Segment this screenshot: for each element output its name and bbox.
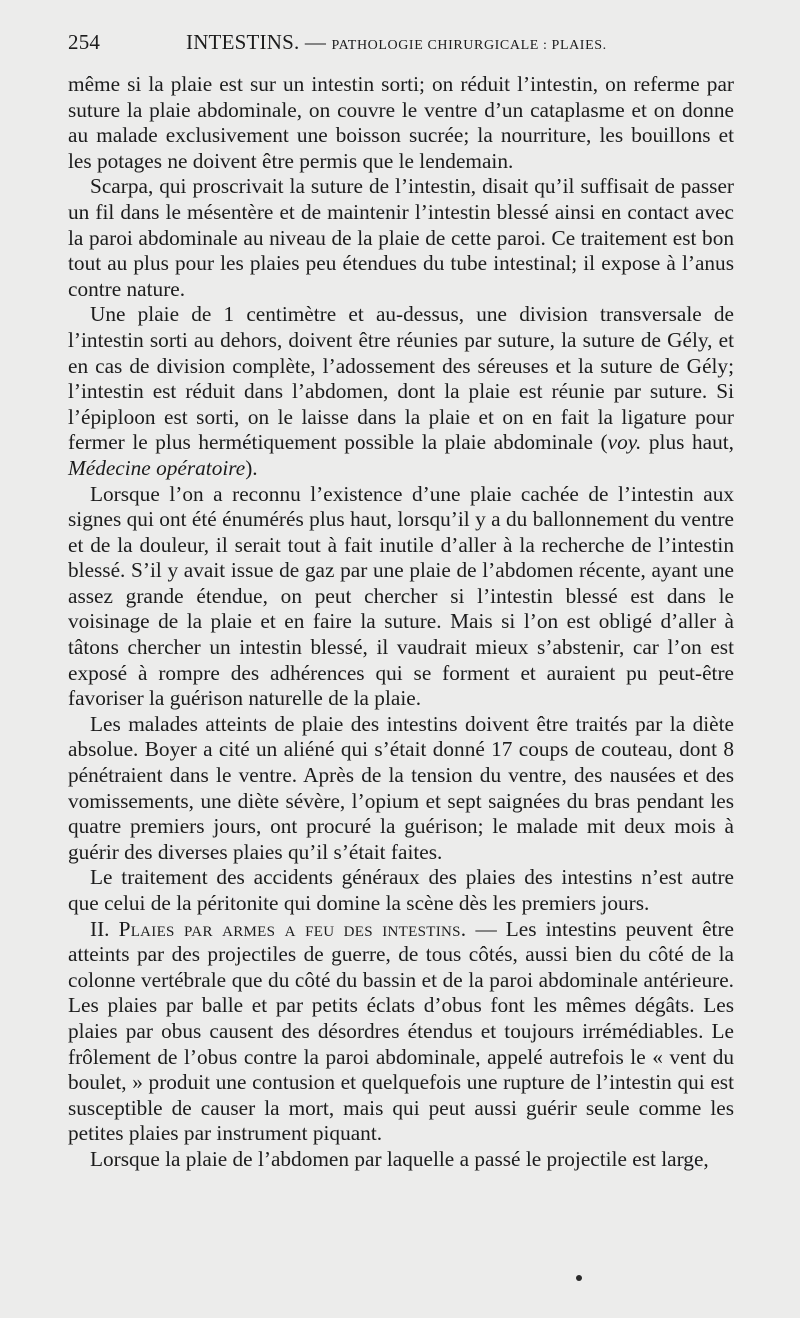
paragraph-6: Le traitement des accidents généraux des plaies des intestins n’est autre que celui de la péritonite qui domine la scène dès les premiers jours.: [68, 865, 734, 915]
paragraph-3-close: ).: [245, 455, 258, 480]
section-subtitle: PATHOLOGIE CHIRURGICALE : PLAIES.: [331, 38, 607, 53]
page-number: 254: [68, 30, 101, 54]
section-dash: —: [475, 916, 497, 941]
section-heading: Plaies par armes a feu des intestins.: [118, 916, 467, 941]
paragraph-8: Lorsque la plaie de l’abdomen par laquelle a passé le projectile est large,: [90, 1146, 709, 1171]
paragraph-7-text: Les intestins peuvent être atteints par des projectiles de guerre, de tous côtés, aussi bien du côté de la colonne vertébrale que du côté du bassin et de la paroi abdominale antérieure. Les plaies par balle et par petits éclats d’obus font les mêmes dégâts. Les plaies par obus causent des désordres étendus et toujours irrémédiables. Le frôlement de l’obus contre la paroi abdominale, appelé autrefois le « vent du boulet, » produit une contusion et quelquefois une rupture de l’intestin qui est susceptible de causer la mort, mais qui peut aussi guérir seule comme les petites plaies par instrument piquant.: [68, 916, 734, 1146]
ink-speck: [576, 1275, 582, 1281]
paragraph-3-text: Une plaie de 1 centimètre et au-dessus, une division transversale de l’intestin sorti au dehors, doivent être réunies par suture, la suture de Gély, et en cas de division complète, l’adossement des séreuses et la suture de Gély; l’intestin est réduit dans l’abdomen, dont la plaie est réunie par suture. Si l’épiploon est sorti, on le laisse dans la plaie et on en fait la ligature pour fermer le plus hermétiquement possible la plaie abdominale: [68, 302, 734, 455]
paragraph-5: Les malades atteints de plaie des intestins doivent être traités par la diète absolue. Boyer a cité un aliéné qui s’était donné 17 coups de couteau, dont 8 pénétraient dans le ventre. Après de la tension du ventre, des nausées et des vomissements, une diète sévère, l’opium et sept saignées du bras pendant les quatre premiers jours, ont procuré la guérison; le malade mit deux mois à guérir des diverses plaies qu’il s’était faites.: [68, 711, 734, 864]
paragraph-3-open: (: [600, 430, 608, 455]
voy-abbrev: voy.: [607, 430, 642, 455]
paragraph-3: [68, 302, 734, 481]
chapter-title: INTESTINS.: [186, 30, 300, 54]
paragraph-3-mid: plus haut,: [641, 430, 734, 455]
paragraph-2: Scarpa, qui proscrivait la suture de l’intestin, disait qu’il suffisait de passer un fil dans le mésentère et de maintenir l’intestin blessé ainsi en contact avec la paroi abdominale au niveau de la plaie de cette paroi. Ce traitement est bon tout au plus pour les plaies peu étendues du tube intestinal; il expose à l’anus contre nature.: [68, 174, 734, 301]
running-head: [68, 30, 734, 55]
paragraph-1: même si la plaie est sur un intestin sorti; on réduit l’intestin, on referme par suture la plaie abdominale, on couvre le ventre d’un cataplasme et on donne au malade exclusivement une boisson sucrée; la nourriture, les bouillons et les potages ne doivent être permis que le lendemain.: [68, 72, 734, 173]
paragraph-4: Lorsque l’on a reconnu l’existence d’une plaie cachée de l’intestin aux signes qui ont été énumérés plus haut, lorsqu’il y a du ballonnement du ventre et de la douleur, il serait tout à fait inutile d’aller à la recherche de l’intestin blessé. S’il y avait issue de gaz par une plaie de l’abdomen récente, ayant une assez grande étendue, on peut chercher si l’intestin blessé est dans le voisinage de la plaie et en faire la suture. Mais si l’on est obligé d’aller à tâtons chercher un intestin blessé, il vaudrait mieux s’abstenir, car l’on est exposé à rompre des adhérences qui se forment et auraient pu peut-être favoriser la guérison naturelle de la plaie.: [68, 481, 734, 711]
header-dash: —: [304, 30, 327, 54]
body-text: [68, 72, 734, 1173]
cross-reference: Médecine opératoire: [68, 455, 246, 480]
paragraph-7: [68, 917, 734, 1147]
section-number: II.: [90, 916, 110, 941]
